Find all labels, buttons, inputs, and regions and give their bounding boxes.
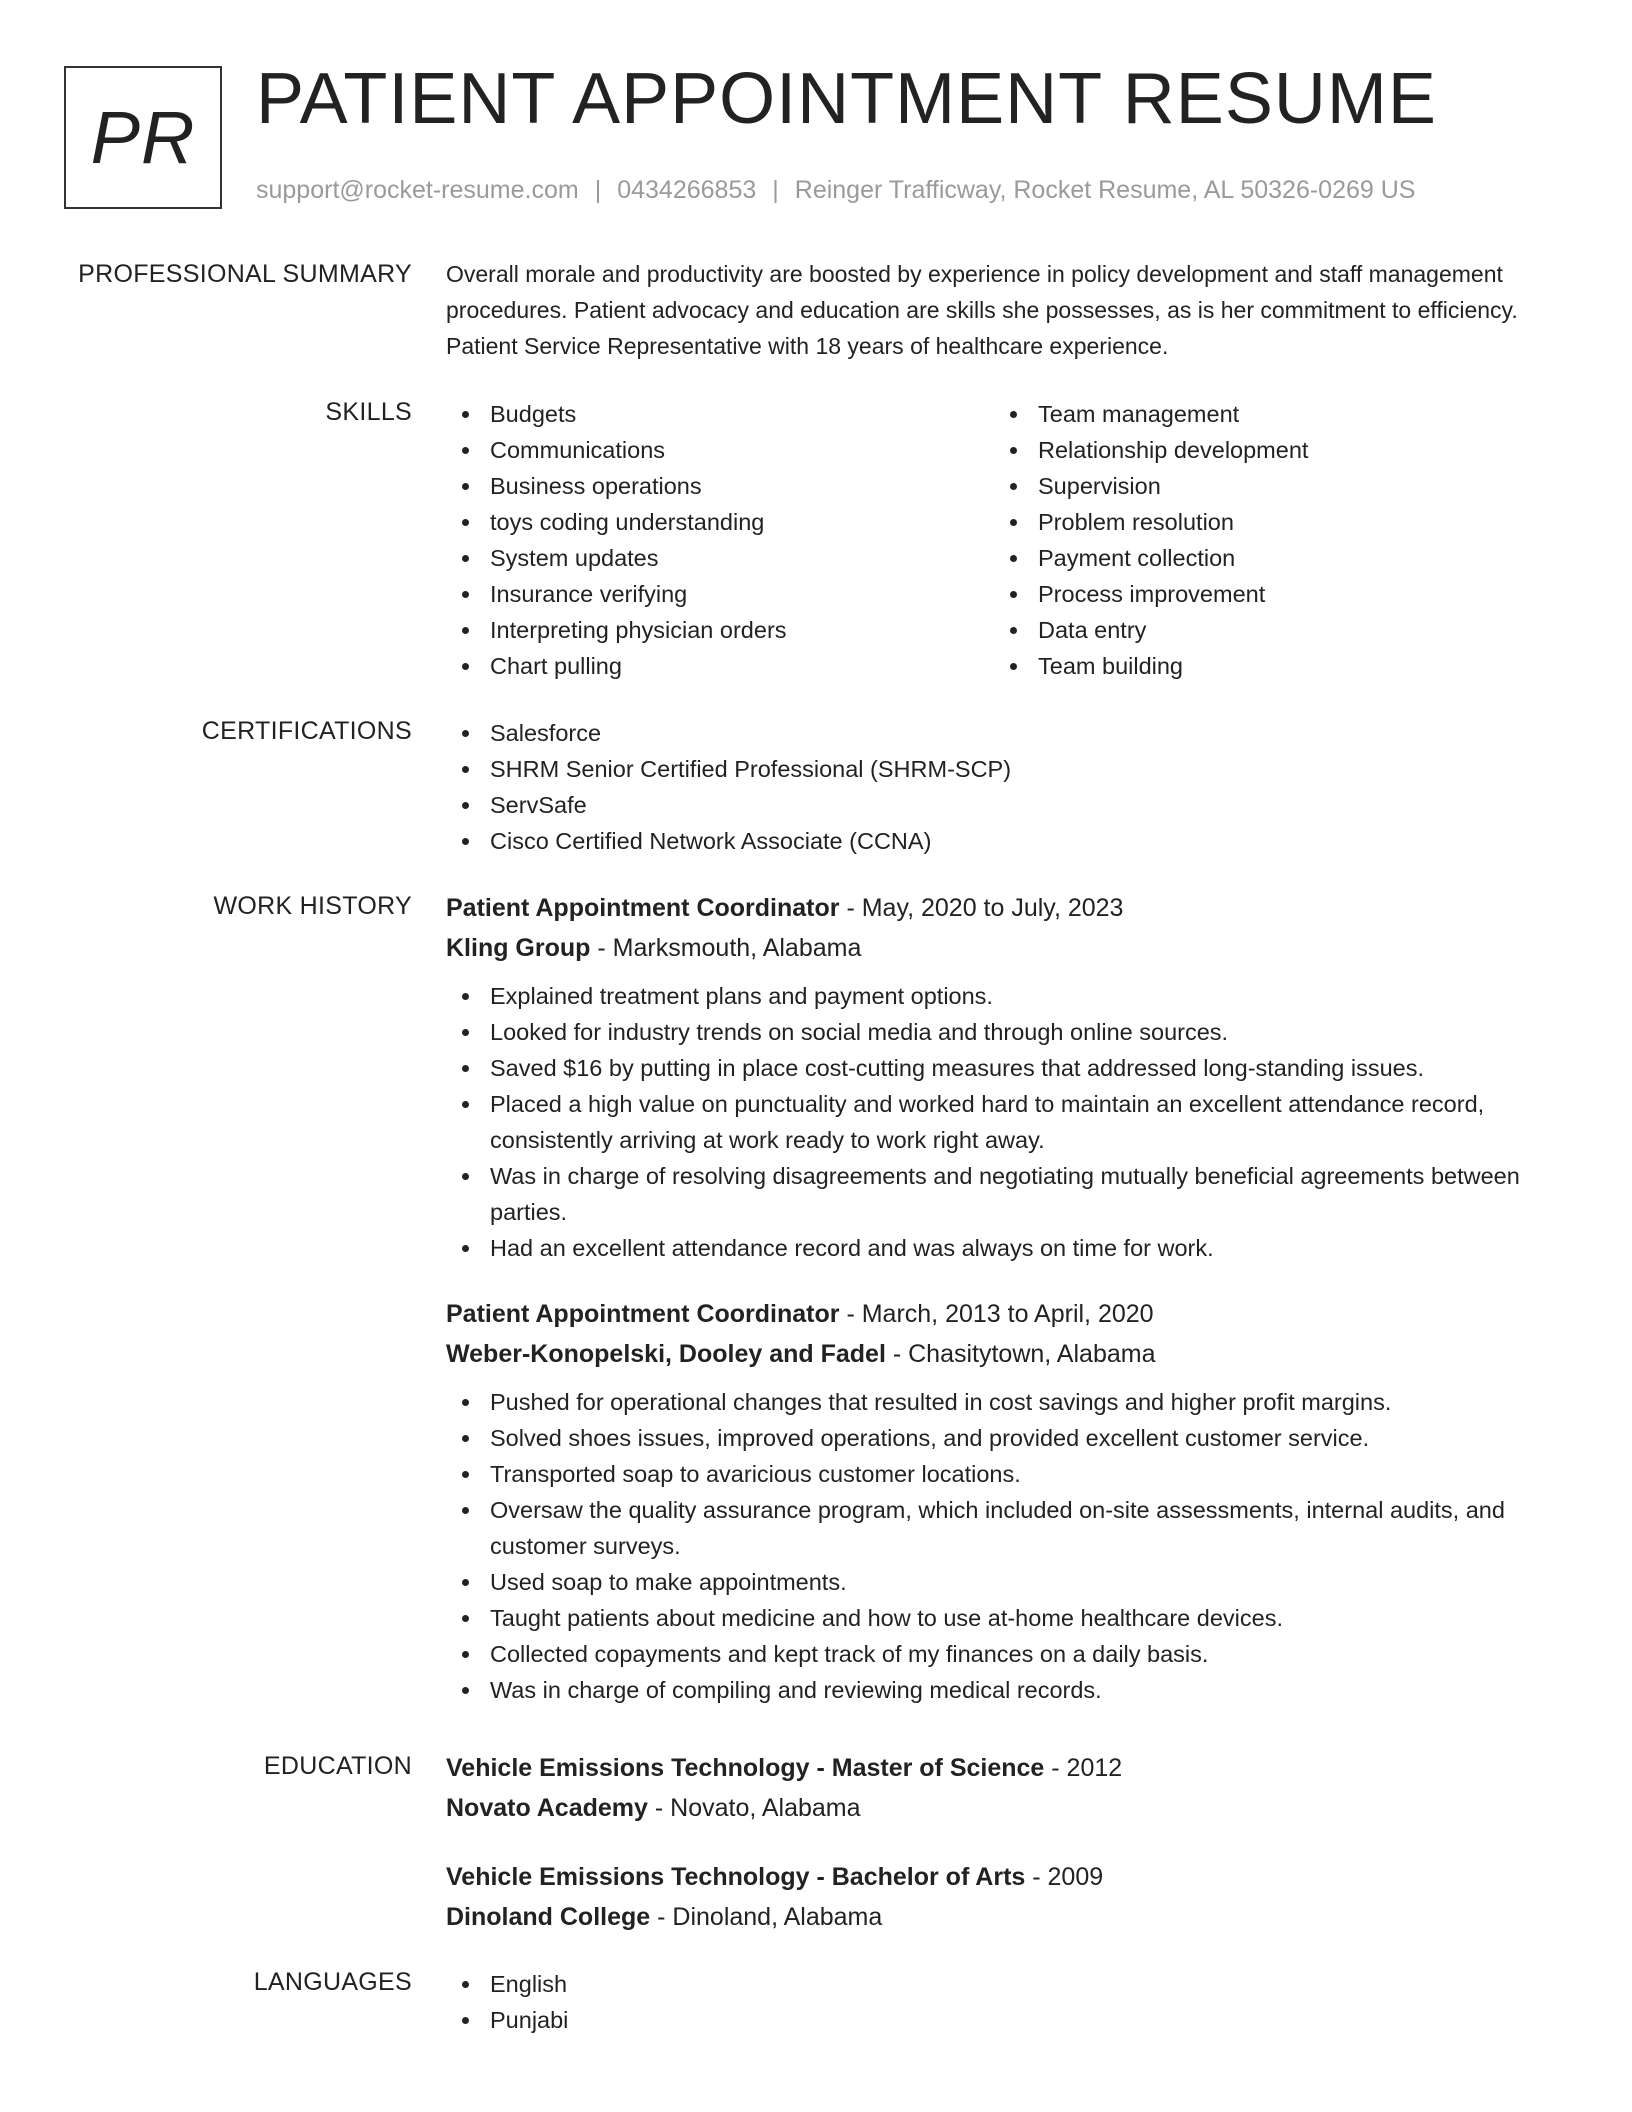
contact-phone: 0434266853	[617, 176, 757, 204]
contact-email: support@rocket-resume.com	[256, 176, 579, 204]
monogram-box	[64, 66, 222, 209]
skill-item: Data entry	[994, 612, 1542, 648]
skills-list-left	[446, 396, 994, 684]
skill-item: Budgets	[446, 396, 994, 432]
skill-item: Team building	[994, 648, 1542, 684]
contact-separator: |	[594, 176, 602, 204]
resume-title: PATIENT APPOINTMENT RESUME	[256, 59, 1437, 139]
section-label-summary: PROFESSIONAL SUMMARY	[78, 260, 412, 288]
skill-item: Payment collection	[994, 540, 1542, 576]
job-bullets	[446, 1384, 1566, 1708]
skill-item: Communications	[446, 432, 994, 468]
job-location: - Marksmouth, Alabama	[590, 934, 862, 962]
skills-columns	[446, 396, 1566, 684]
certification-item: ServSafe	[446, 787, 1566, 823]
skill-item: Team management	[994, 396, 1542, 432]
skill-item: Supervision	[994, 468, 1542, 504]
education-entry	[446, 1748, 1566, 1828]
education-location: - Dinoland, Alabama	[650, 1903, 883, 1931]
section-label-work-history: WORK HISTORY	[213, 892, 412, 920]
section-label-certifications: CERTIFICATIONS	[201, 717, 412, 745]
education-location: - Novato, Alabama	[647, 1794, 861, 1822]
education-body	[446, 1748, 1566, 1937]
certifications-body	[446, 715, 1566, 859]
education-year: - 2009	[1025, 1863, 1104, 1891]
contact-line	[256, 176, 1415, 205]
job-bullet: Placed a high value on punctuality and worked hard to maintain an excellent attendance record, consistently arriving at work ready to work right away.	[446, 1086, 1566, 1158]
education-entry	[446, 1857, 1566, 1937]
skill-item: toys coding understanding	[446, 504, 994, 540]
certification-item: SHRM Senior Certified Professional (SHRM-SCP)	[446, 751, 1566, 787]
job-location: - Chasitytown, Alabama	[885, 1340, 1156, 1368]
job-bullet: Used soap to make appointments.	[446, 1564, 1566, 1600]
education-school-line	[446, 1788, 1566, 1828]
skill-item: Process improvement	[994, 576, 1542, 612]
job-title: Patient Appointment Coordinator	[446, 894, 840, 922]
job-bullet: Was in charge of resolving disagreements and negotiating mutually beneficial agreements between parties.	[446, 1158, 1566, 1230]
certification-item: Cisco Certified Network Associate (CCNA)	[446, 823, 1566, 859]
education-degree-line	[446, 1748, 1566, 1788]
job-bullet: Was in charge of compiling and reviewing medical records.	[446, 1672, 1566, 1708]
job-bullet: Saved $16 by putting in place cost-cutting measures that addressed long-standing issues.	[446, 1050, 1566, 1086]
languages-body	[446, 1966, 1566, 2038]
section-label-skills: SKILLS	[325, 398, 412, 426]
education-school-line	[446, 1897, 1566, 1937]
education-school: Dinoland College	[446, 1903, 651, 1931]
skill-item: Business operations	[446, 468, 994, 504]
education-school: Novato Academy	[446, 1794, 648, 1822]
job-bullet: Transported soap to avaricious customer locations.	[446, 1456, 1566, 1492]
job-title: Patient Appointment Coordinator	[446, 1300, 840, 1328]
job-bullet: Explained treatment plans and payment options.	[446, 978, 1566, 1014]
work-history-body	[446, 888, 1566, 1708]
job-entry	[446, 888, 1566, 1266]
job-entry	[446, 1294, 1566, 1708]
job-bullet: Collected copayments and kept track of my finances on a daily basis.	[446, 1636, 1566, 1672]
education-degree: Vehicle Emissions Technology - Bachelor of Arts	[446, 1863, 1026, 1891]
job-bullet: Looked for industry trends on social media and through online sources.	[446, 1014, 1566, 1050]
language-item: English	[446, 1966, 1566, 2002]
language-item: Punjabi	[446, 2002, 1566, 2038]
summary-text: Overall morale and productivity are boosted by experience in policy development and staff management procedures. Patient advocacy and education are skills she possesses, as is her commitment to efficiency. Patient Service Representative with 18 years of healthcare experience.	[446, 261, 1518, 359]
skills-list-right	[994, 396, 1542, 684]
job-bullet: Solved shoes issues, improved operations, and provided excellent customer service.	[446, 1420, 1566, 1456]
section-label-education: EDUCATION	[263, 1752, 412, 1780]
job-company-line	[446, 928, 1566, 968]
skill-item: Chart pulling	[446, 648, 994, 684]
contact-address: Reinger Trafficway, Rocket Resume, AL 50326-0269 US	[794, 176, 1416, 204]
job-bullet: Pushed for operational changes that resulted in cost savings and higher profit margins.	[446, 1384, 1566, 1420]
job-dates: - May, 2020 to July, 2023	[839, 894, 1124, 922]
certifications-list	[446, 715, 1566, 859]
job-title-line	[446, 888, 1566, 928]
skill-item: Relationship development	[994, 432, 1542, 468]
education-year: - 2012	[1044, 1754, 1123, 1782]
section-label-languages: LANGUAGES	[253, 1968, 412, 1996]
skill-item: Interpreting physician orders	[446, 612, 994, 648]
contact-separator: |	[772, 176, 779, 204]
education-degree: Vehicle Emissions Technology - Master of Science	[446, 1754, 1045, 1782]
skill-item: Problem resolution	[994, 504, 1542, 540]
skill-item: Insurance verifying	[446, 576, 994, 612]
certification-item: Salesforce	[446, 715, 1566, 751]
job-company: Weber-Konopelski, Dooley and Fadel	[446, 1340, 886, 1368]
job-dates: - March, 2013 to April, 2020	[839, 1300, 1154, 1328]
education-degree-line	[446, 1857, 1566, 1897]
job-bullet: Had an excellent attendance record and was always on time for work.	[446, 1230, 1566, 1266]
languages-list	[446, 1966, 1566, 2038]
job-bullet: Oversaw the quality assurance program, which included on-site assessments, internal audits, and customer surveys.	[446, 1492, 1566, 1564]
skill-item: System updates	[446, 540, 994, 576]
job-company-line	[446, 1334, 1566, 1374]
job-company: Kling Group	[446, 934, 591, 962]
monogram-initials: PR	[90, 96, 196, 179]
job-title-line	[446, 1294, 1566, 1334]
job-bullets	[446, 978, 1566, 1266]
job-bullet: Taught patients about medicine and how to use at-home healthcare devices.	[446, 1600, 1566, 1636]
